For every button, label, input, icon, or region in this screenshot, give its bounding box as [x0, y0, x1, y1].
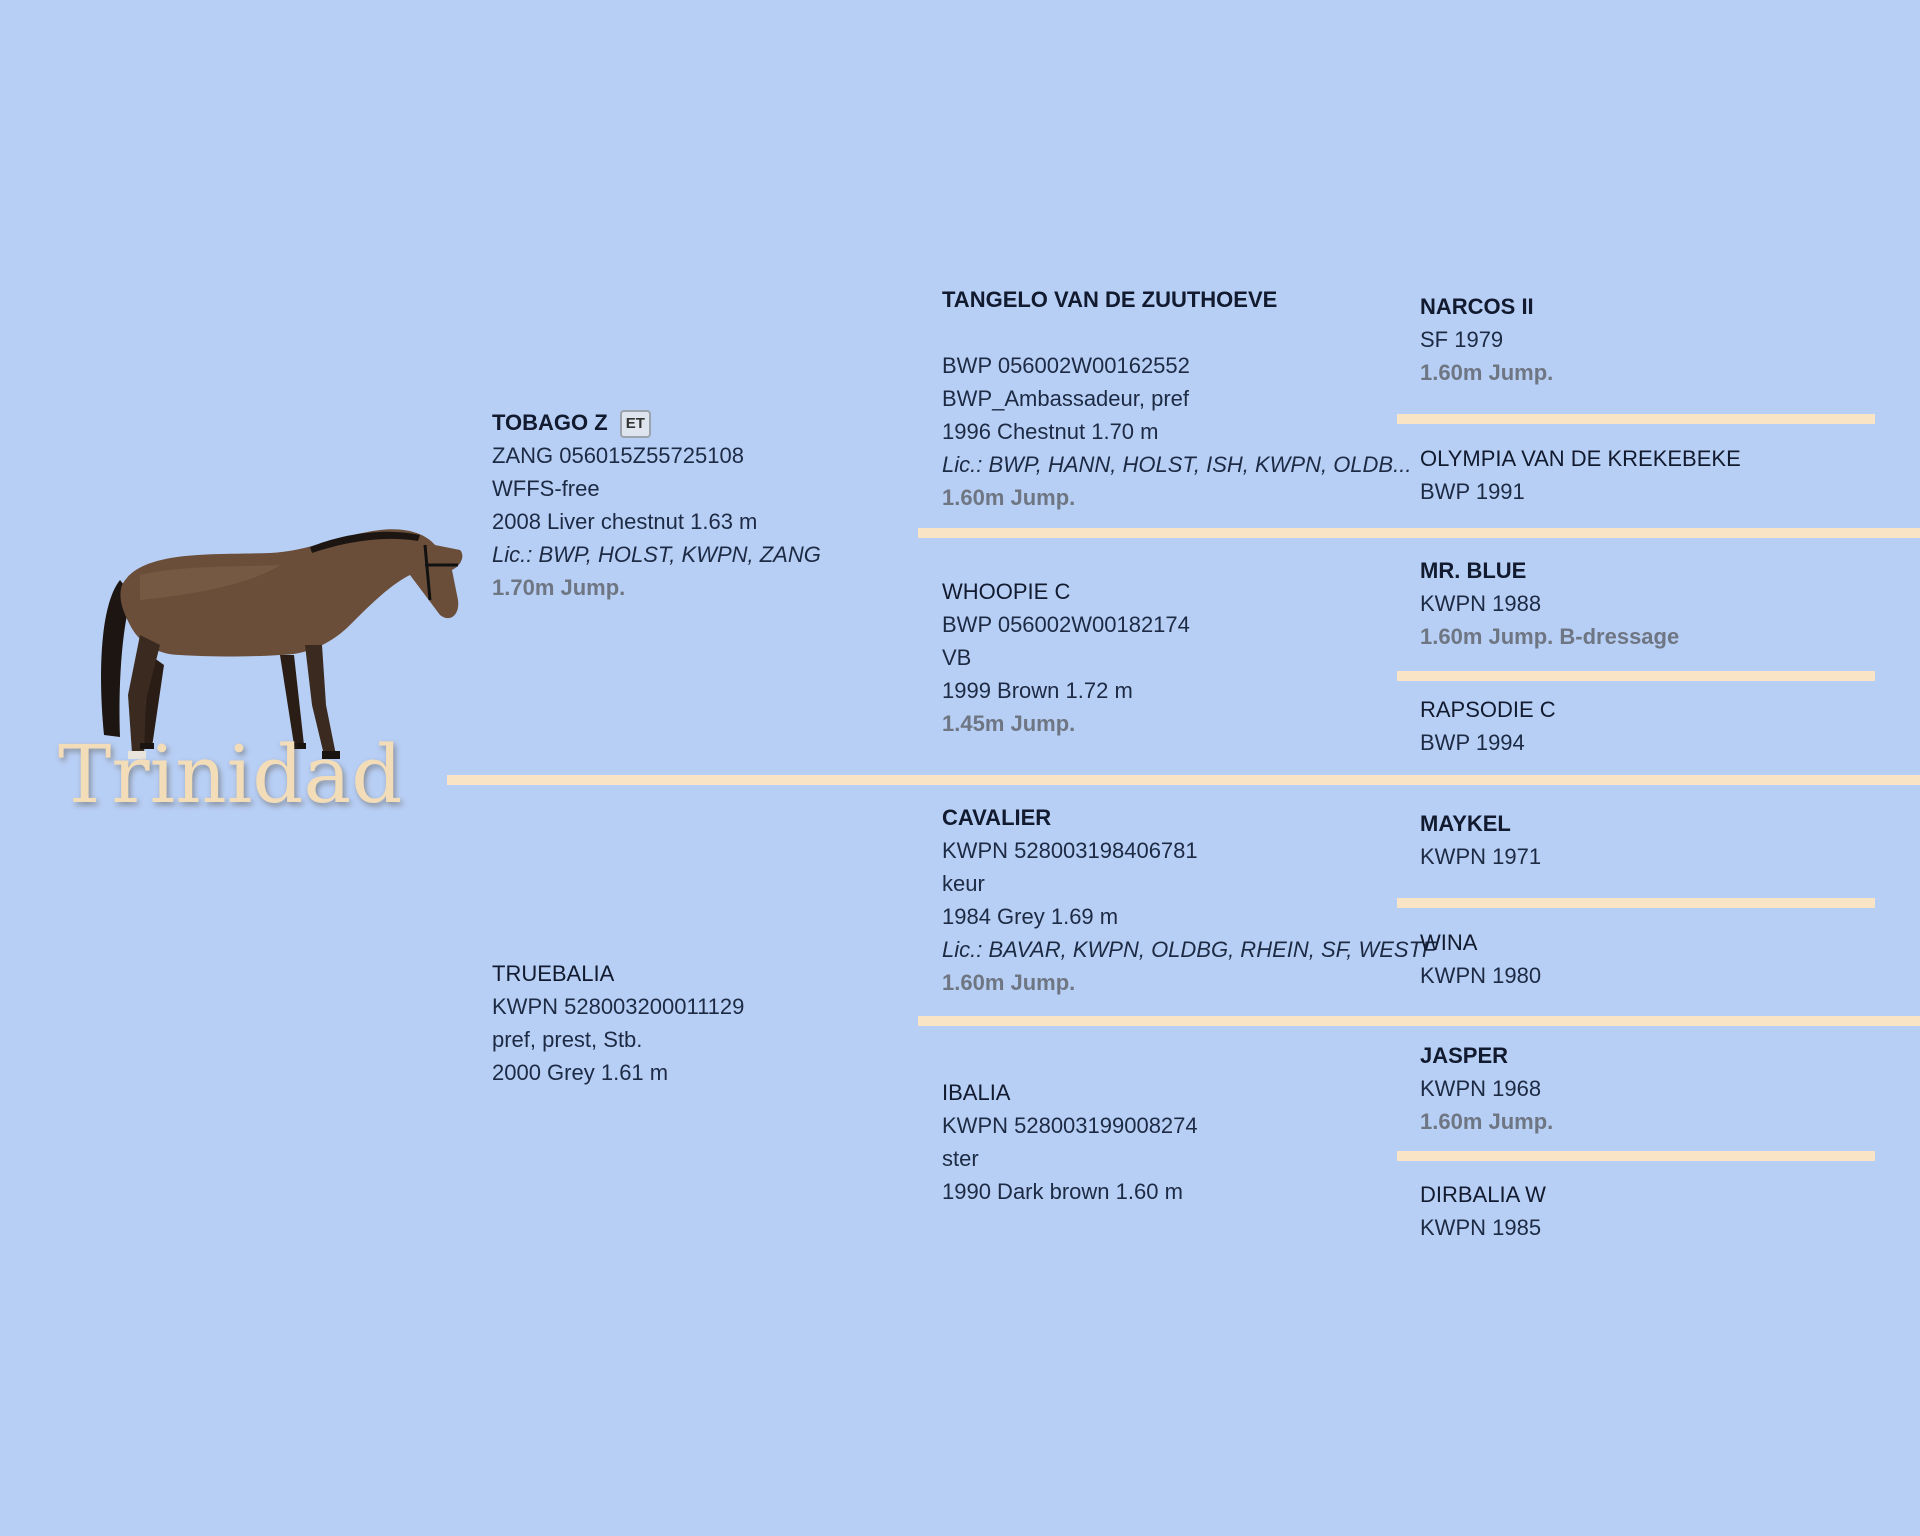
ggp-divider-line-3 — [1397, 898, 1875, 908]
ggp-name[interactable]: NARCOS II — [1420, 294, 1534, 319]
ggp-card-dirbalia[interactable] — [1420, 1178, 1546, 1244]
ggp-card-narcos[interactable] — [1420, 290, 1553, 389]
sire-dam-performance: 1.45m Jump. — [942, 711, 1076, 736]
sire-sire-note: BWP_Ambassadeur, pref — [942, 386, 1190, 411]
ggp-divider-line-2 — [1397, 671, 1875, 681]
sire-performance: 1.70m Jump. — [492, 575, 626, 600]
sire-details: 2008 Liver chestnut 1.63 m — [492, 509, 758, 534]
dam-name[interactable]: TRUEBALIA — [492, 961, 615, 986]
ggp-name[interactable]: RAPSODIE C — [1420, 697, 1556, 722]
ggp-details: KWPN 1968 — [1420, 1076, 1542, 1101]
sire-dam-name[interactable]: WHOOPIE C — [942, 579, 1071, 604]
ggp-performance: 1.60m Jump. — [1420, 1109, 1554, 1134]
dam-sire-details: 1984 Grey 1.69 m — [942, 904, 1119, 929]
dam-sire-note: keur — [942, 871, 985, 896]
dam-registration: KWPN 528003200011129 — [492, 994, 745, 1019]
ggp-details: SF 1979 — [1420, 327, 1504, 352]
ggp-divider-line-4 — [1397, 1151, 1875, 1161]
dam-dam-details: 1990 Dark brown 1.60 m — [942, 1179, 1183, 1204]
sire-name[interactable]: TOBAGO Z — [492, 410, 608, 435]
ggp-name[interactable]: MAYKEL — [1420, 811, 1511, 836]
ggp-card-maykel[interactable] — [1420, 807, 1541, 873]
ggp-details: KWPN 1971 — [1420, 844, 1542, 869]
ggp-details: BWP 1991 — [1420, 479, 1525, 504]
dam-card[interactable] — [492, 957, 744, 1089]
ggp-name[interactable]: MR. BLUE — [1420, 558, 1527, 583]
dam-sire-card[interactable] — [942, 801, 1435, 999]
dam-sire-registration: KWPN 528003198406781 — [942, 838, 1198, 863]
sire-note: WFFS-free — [492, 476, 600, 501]
dam-note: pref, prest, Stb. — [492, 1027, 643, 1052]
main-divider-line — [447, 775, 1920, 785]
dam-dam-card[interactable] — [942, 1076, 1198, 1208]
ggp-card-olympia[interactable] — [1420, 442, 1741, 508]
dam-divider-line — [918, 1016, 1920, 1026]
ggp-details: KWPN 1988 — [1420, 591, 1542, 616]
sire-sire-details: 1996 Chestnut 1.70 m — [942, 419, 1159, 444]
ggp-name[interactable]: WINA — [1420, 930, 1478, 955]
sire-licenses: Lic.: BWP, HOLST, KWPN, ZANG — [492, 542, 821, 567]
ggp-card-wina[interactable] — [1420, 926, 1541, 992]
sire-sire-performance: 1.60m Jump. — [942, 485, 1076, 510]
sire-sire-card[interactable] — [942, 283, 1411, 514]
dam-sire-name[interactable]: CAVALIER — [942, 805, 1052, 830]
dam-dam-note: ster — [942, 1146, 979, 1171]
ggp-performance: 1.60m Jump. B-dressage — [1420, 624, 1680, 649]
ggp-name[interactable]: OLYMPIA VAN DE KREKEBEKE — [1420, 446, 1741, 471]
sire-dam-note: VB — [942, 645, 972, 670]
sire-sire-registration: BWP 056002W00162552 — [942, 353, 1190, 378]
dam-sire-performance: 1.60m Jump. — [942, 970, 1076, 995]
ggp-performance: 1.60m Jump. — [1420, 360, 1554, 385]
sire-sire-licenses: Lic.: BWP, HANN, HOLST, ISH, KWPN, OLDB... — [942, 452, 1412, 477]
sire-dam-details: 1999 Brown 1.72 m — [942, 678, 1133, 703]
ggp-card-rapsodie[interactable] — [1420, 693, 1556, 759]
sire-dam-registration: BWP 056002W00182174 — [942, 612, 1190, 637]
sire-card[interactable] — [492, 406, 821, 604]
ggp-details: KWPN 1985 — [1420, 1215, 1542, 1240]
sire-registration: ZANG 056015Z55725108 — [492, 443, 744, 468]
ggp-card-jasper[interactable] — [1420, 1039, 1553, 1138]
ggp-details: BWP 1994 — [1420, 730, 1525, 755]
ggp-card-mr-blue[interactable] — [1420, 554, 1679, 653]
dam-dam-name[interactable]: IBALIA — [942, 1080, 1011, 1105]
ggp-details: KWPN 1980 — [1420, 963, 1542, 988]
horse-name: Trinidad — [58, 728, 403, 821]
et-badge: ET — [620, 410, 651, 438]
dam-sire-licenses: Lic.: BAVAR, KWPN, OLDBG, RHEIN, SF, WESTF — [942, 937, 1436, 962]
sire-divider-line — [918, 528, 1920, 538]
sire-dam-card[interactable] — [942, 575, 1190, 740]
dam-details: 2000 Grey 1.61 m — [492, 1060, 669, 1085]
ggp-name[interactable]: JASPER — [1420, 1043, 1509, 1068]
dam-dam-registration: KWPN 528003199008274 — [942, 1113, 1198, 1138]
ggp-divider-line-1 — [1397, 414, 1875, 424]
ggp-name[interactable]: DIRBALIA W — [1420, 1182, 1546, 1207]
sire-sire-name[interactable]: TANGELO VAN DE ZUUTHOEVE — [942, 287, 1278, 312]
